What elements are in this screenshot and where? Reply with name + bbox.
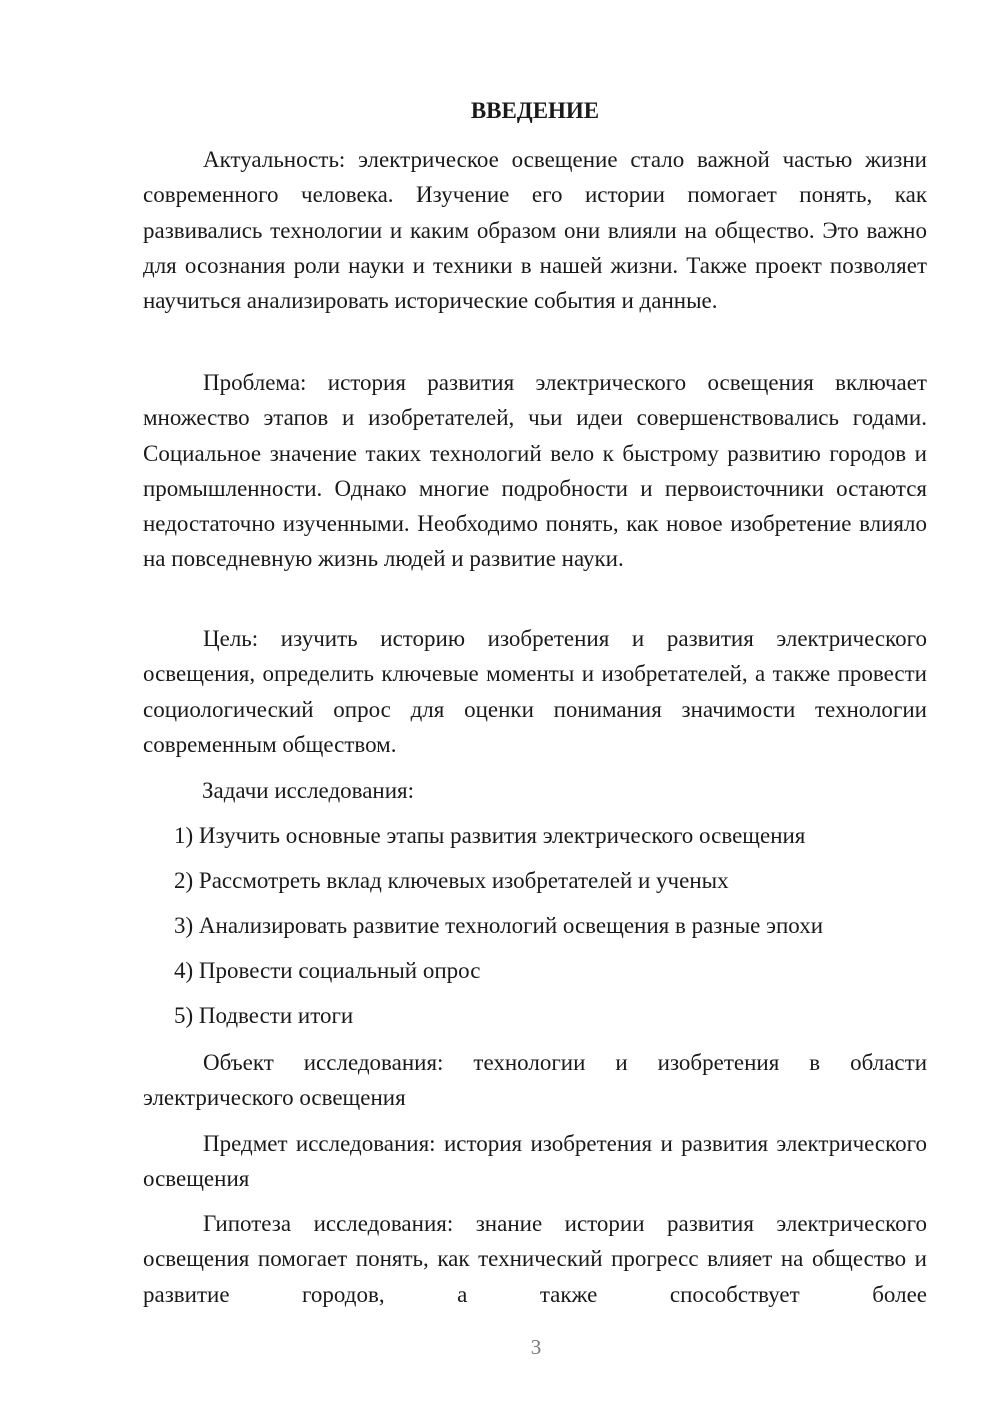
goal-paragraph: Цель: изучить историю изобретения и развития электрического освещения, определить ключевые моменты и изобретателей, а также провести социологический опрос для оценки понимания значимости технологии современным обществом. (143, 626, 927, 757)
list-item: 1) Изучить основные этапы развития электрического освещения (174, 823, 806, 848)
list-item: 4) Провести социальный опрос (174, 958, 481, 983)
list-item: 5) Подвести итоги (174, 1003, 354, 1028)
relevance-paragraph: Актуальность: электрическое освещение стало важной частью жизни современного человека. Изучение его истории помогает понять, как развивались технологии и каким образом они влияли на общество. Это важно для осознания роли науки и техники в нашей жизни. Также проект позволяет научиться анализировать исторические события и данные. (143, 147, 927, 314)
page-number: 3 (530, 1335, 542, 1359)
hypothesis-paragraph: Гипотеза исследования: знание истории развития электрического освещения помогает понять, как технический прогресс влияет на общество и развитие городов, а также способствует более (143, 1211, 927, 1307)
section-heading: ВВЕДЕНИЕ (470, 98, 600, 123)
list-item: 3) Анализировать развитие технологий освещения в разные эпохи (174, 913, 824, 938)
tasks-heading: Задачи исследования: (202, 778, 415, 803)
subject-paragraph: Предмет исследования: история изобретения и развития электрического освещения (143, 1131, 927, 1192)
object-paragraph: Объект исследования: технологии и изобретения в области электрического освещения (143, 1050, 927, 1111)
list-item: 2) Рассмотреть вклад ключевых изобретателей и ученых (174, 868, 729, 893)
problem-paragraph: Проблема: история развития электрического освещения включает множество этапов и изобретателей, чьи идеи совершенствовались годами. Социальное значение таких технологий вело к быстрому развитию городов и промышленности. Однако многие подробности и первоисточники остаются недостаточно изученными. Необходимо понять, как новое изобретение влияло на повседневную жизнь людей и развитие науки. (143, 370, 927, 572)
